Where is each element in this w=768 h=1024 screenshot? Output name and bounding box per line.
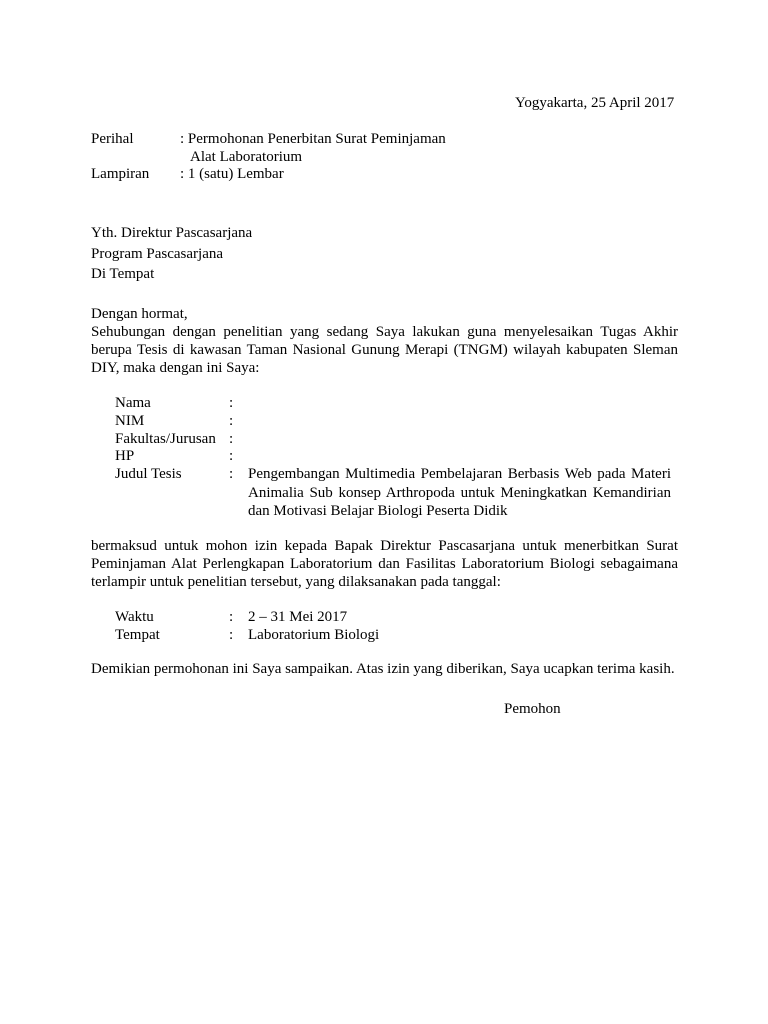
- recipient-line-3: Di Tempat: [91, 266, 155, 282]
- intro-line-3: DIY, maka dengan ini Saya:: [91, 360, 260, 376]
- request-line-1: bermaksud untuk mohon izin kepada Bapak Direktur Pascasarjana untuk menerbitkan Surat: [91, 538, 678, 554]
- judul-line-1: Pengembangan Multimedia Pembelajaran Berbasis Web pada Materi: [248, 466, 671, 482]
- lampiran-label: Lampiran: [91, 166, 150, 182]
- fakultas-colon: :: [229, 431, 234, 447]
- recipient-line-2: Program Pascasarjana: [91, 246, 224, 262]
- nim-label: NIM: [115, 413, 145, 429]
- judul-label: Judul Tesis: [115, 466, 182, 482]
- closing-text: Demikian permohonan ini Saya sampaikan. Atas izin yang diberikan, Saya ucapkan terima kasih.: [91, 661, 675, 677]
- request-line-2: Peminjaman Alat Perlengkapan Laboratorium dan Fasilitas Laboratorium Biologi sebagaimana: [91, 556, 678, 572]
- tempat-label: Tempat: [115, 627, 160, 643]
- judul-line-3: dan Motivasi Belajar Biologi Peserta Didik: [248, 503, 508, 519]
- tempat-colon: :: [229, 627, 234, 643]
- fakultas-label: Fakultas/Jurusan: [115, 431, 216, 447]
- hp-label: HP: [115, 448, 135, 464]
- intro-line-2: berupa Tesis di kawasan Taman Nasional Gunung Merapi (TNGM) wilayah kabupaten Sleman: [91, 342, 678, 358]
- waktu-label: Waktu: [115, 609, 154, 625]
- request-line-3: terlampir untuk penelitian tersebut, yang dilaksanakan pada tanggal:: [91, 574, 501, 590]
- salutation: Dengan hormat,: [91, 306, 188, 322]
- tempat-value: Laboratorium Biologi: [248, 627, 380, 643]
- intro-line-1: Sehubungan dengan penelitian yang sedang Saya lakukan guna menyelesaikan Tugas Akhir: [91, 324, 678, 340]
- hp-colon: :: [229, 448, 234, 464]
- nama-label: Nama: [115, 395, 151, 411]
- nim-colon: :: [229, 413, 234, 429]
- perihal-label: Perihal: [91, 131, 134, 147]
- nama-colon: :: [229, 395, 234, 411]
- recipient-line-1: Yth. Direktur Pascasarjana: [91, 225, 253, 241]
- perihal-value-cont: Alat Laboratorium: [190, 149, 303, 165]
- waktu-colon: :: [229, 609, 234, 625]
- judul-line-2: Animalia Sub konsep Arthropoda untuk Meningkatkan Kemandirian: [248, 485, 671, 501]
- place-date: Yogyakarta, 25 April 2017: [515, 95, 675, 111]
- waktu-value: 2 – 31 Mei 2017: [248, 609, 348, 625]
- judul-colon: :: [229, 466, 234, 482]
- lampiran-value: : 1 (satu) Lembar: [180, 166, 284, 182]
- signature-label: Pemohon: [504, 701, 561, 717]
- perihal-value: : Permohonan Penerbitan Surat Peminjaman: [180, 131, 446, 147]
